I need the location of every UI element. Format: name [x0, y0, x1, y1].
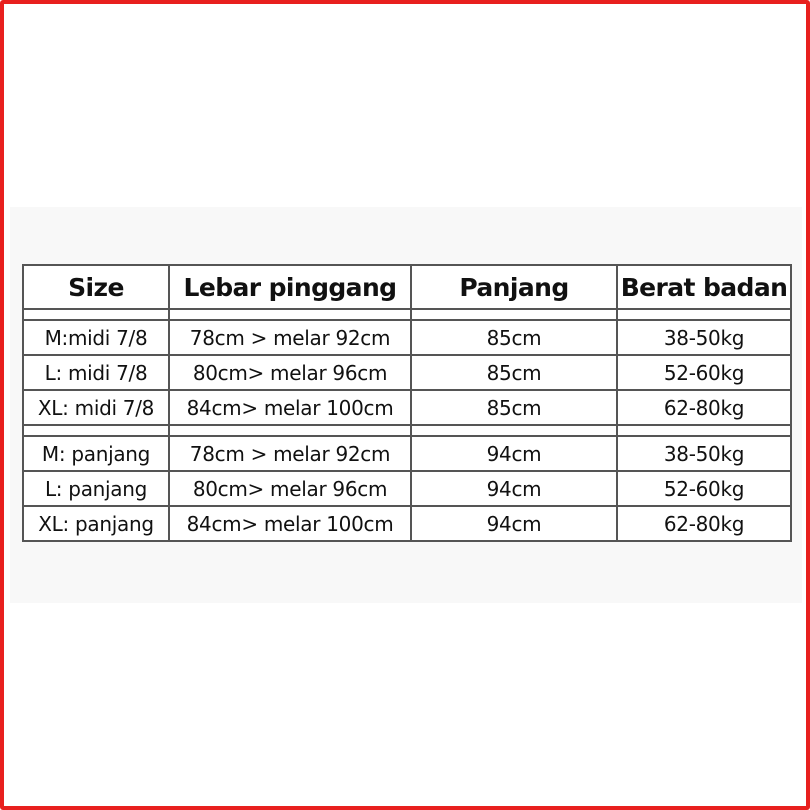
waist-cell: 84cm> melar 100cm	[169, 506, 411, 541]
header-panjang: Panjang	[411, 265, 617, 309]
separator-cell	[23, 425, 169, 436]
length-cell: 85cm	[411, 390, 617, 425]
size-cell: L: midi 7/8	[23, 355, 169, 390]
weight-cell: 52-60kg	[617, 471, 791, 506]
weight-cell: 62-80kg	[617, 506, 791, 541]
table-row	[23, 471, 791, 506]
table-row	[23, 355, 791, 390]
separator-cell	[411, 425, 617, 436]
length-cell: 85cm	[411, 355, 617, 390]
table-row	[23, 436, 791, 471]
group-separator-row	[23, 425, 791, 436]
waist-cell: 78cm > melar 92cm	[169, 320, 411, 355]
separator-cell	[617, 425, 791, 436]
header-size: Size	[23, 265, 169, 309]
size-cell: XL: panjang	[23, 506, 169, 541]
size-chart-table	[22, 264, 792, 542]
table-row	[23, 320, 791, 355]
separator-cell	[411, 309, 617, 320]
weight-cell: 38-50kg	[617, 320, 791, 355]
weight-cell: 52-60kg	[617, 355, 791, 390]
length-cell: 85cm	[411, 320, 617, 355]
weight-cell: 38-50kg	[617, 436, 791, 471]
length-cell: 94cm	[411, 436, 617, 471]
separator-cell	[617, 309, 791, 320]
header-row	[23, 265, 791, 309]
table-row	[23, 506, 791, 541]
length-cell: 94cm	[411, 506, 617, 541]
size-cell: M: panjang	[23, 436, 169, 471]
separator-cell	[23, 309, 169, 320]
length-cell: 94cm	[411, 471, 617, 506]
table-row	[23, 390, 791, 425]
header-berat-badan: Berat badan	[617, 265, 791, 309]
waist-cell: 80cm> melar 96cm	[169, 471, 411, 506]
separator-cell	[169, 425, 411, 436]
header-lebar-pinggang: Lebar pinggang	[169, 265, 411, 309]
group-separator-row	[23, 309, 791, 320]
waist-cell: 80cm> melar 96cm	[169, 355, 411, 390]
size-cell: L: panjang	[23, 471, 169, 506]
weight-cell: 62-80kg	[617, 390, 791, 425]
waist-cell: 84cm> melar 100cm	[169, 390, 411, 425]
separator-cell	[169, 309, 411, 320]
waist-cell: 78cm > melar 92cm	[169, 436, 411, 471]
size-cell: XL: midi 7/8	[23, 390, 169, 425]
size-cell: M:midi 7/8	[23, 320, 169, 355]
